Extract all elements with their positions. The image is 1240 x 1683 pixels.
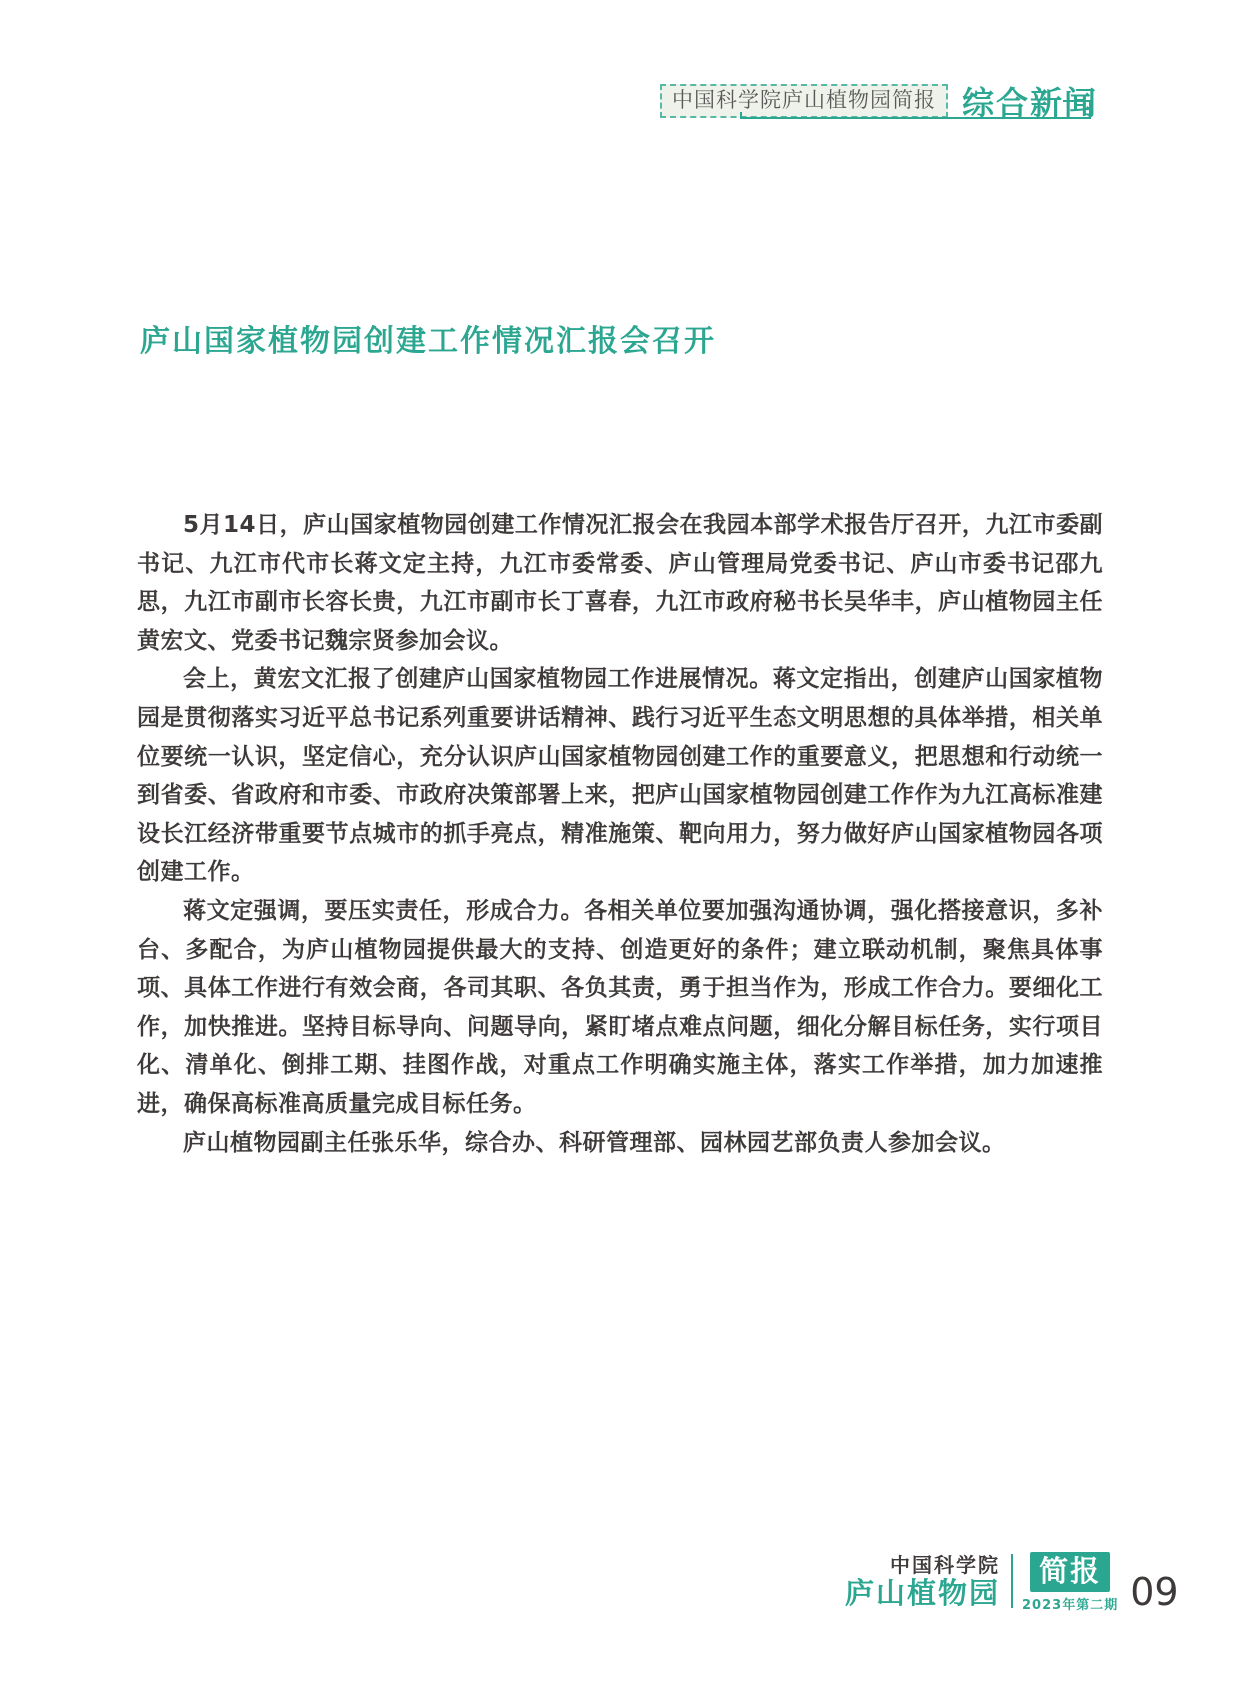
issue-label: 2023年第二期 (1022, 1598, 1119, 1613)
page-number: 09 (1130, 1570, 1179, 1614)
footer-divider-line (1011, 1554, 1013, 1608)
article-paragraph: 5月14日，庐山国家植物园创建工作情况汇报会在我园本部学术报告厅召开，九江市委副书记、九江市代市长蒋文定主持，九江市委常委、庐山管理局党委书记、庐山市委书记邵九思，九江市副市长容长贵，九江市副市长丁喜春，九江市政府秘书长吴华丰，庐山植物园主任黄宏文、党委书记魏宗贤参加会议。 (137, 512, 1103, 654)
section-title: 综合新闻 (962, 84, 1099, 122)
article-paragraph: 庐山植物园副主任张乐华，综合办、科研管理部、园林园艺部负责人参加会议。 (183, 1129, 1006, 1156)
page-footer (845, 1552, 1179, 1613)
article-paragraph: 会上，黄宏文汇报了创建庐山国家植物园工作进展情况。蒋文定指出，创建庐山国家植物园是贯彻落实习近平总书记系列重要讲话精神、践行习近平生态文明思想的具体举措，相关单位要统一认识，坚定信心，充分认识庐山国家植物园创建工作的重要意义，把思想和行动统一到省委、省政府和市委、市政府决策部署上来，把庐山国家植物园创建工作作为九江高标准建设长江经济带重要节点城市的抓手亮点，精准施策、靶向用力，努力做好庐山国家植物园各项创建工作。 (137, 666, 1103, 886)
footer-organization (845, 1552, 1000, 1610)
article-body (137, 506, 1103, 1162)
header-bracket-line (740, 94, 1100, 124)
footer-org-name-top: 中国科学院 (890, 1553, 1001, 1577)
footer-brief-block (1022, 1552, 1118, 1613)
footer-org-name-bottom: 庐山植物园 (845, 1576, 1001, 1610)
brief-badge: 简报 (1030, 1552, 1110, 1592)
newsletter-name-box: 中国科学院庐山植物园简报 (660, 84, 948, 118)
article-paragraph: 蒋文定强调，要压实责任，形成合力。各相关单位要加强沟通协调，强化搭接意识，多补台、多配合，为庐山植物园提供最大的支持、创造更好的条件；建立联动机制，聚焦具体事项、具体工作进行有效会商，各司其职、各负其责，勇于担当作为，形成工作合力。要细化工作，加快推进。坚持目标导向、问题导向，紧盯堵点难点问题，细化分解目标任务，实行项目化、清单化、倒排工期、挂图作战，对重点工作明确实施主体，落实工作举措，加力加速推进，确保高标准高质量完成目标任务。 (137, 897, 1103, 1117)
article-title: 庐山国家植物园创建工作情况汇报会召开 (140, 324, 716, 359)
